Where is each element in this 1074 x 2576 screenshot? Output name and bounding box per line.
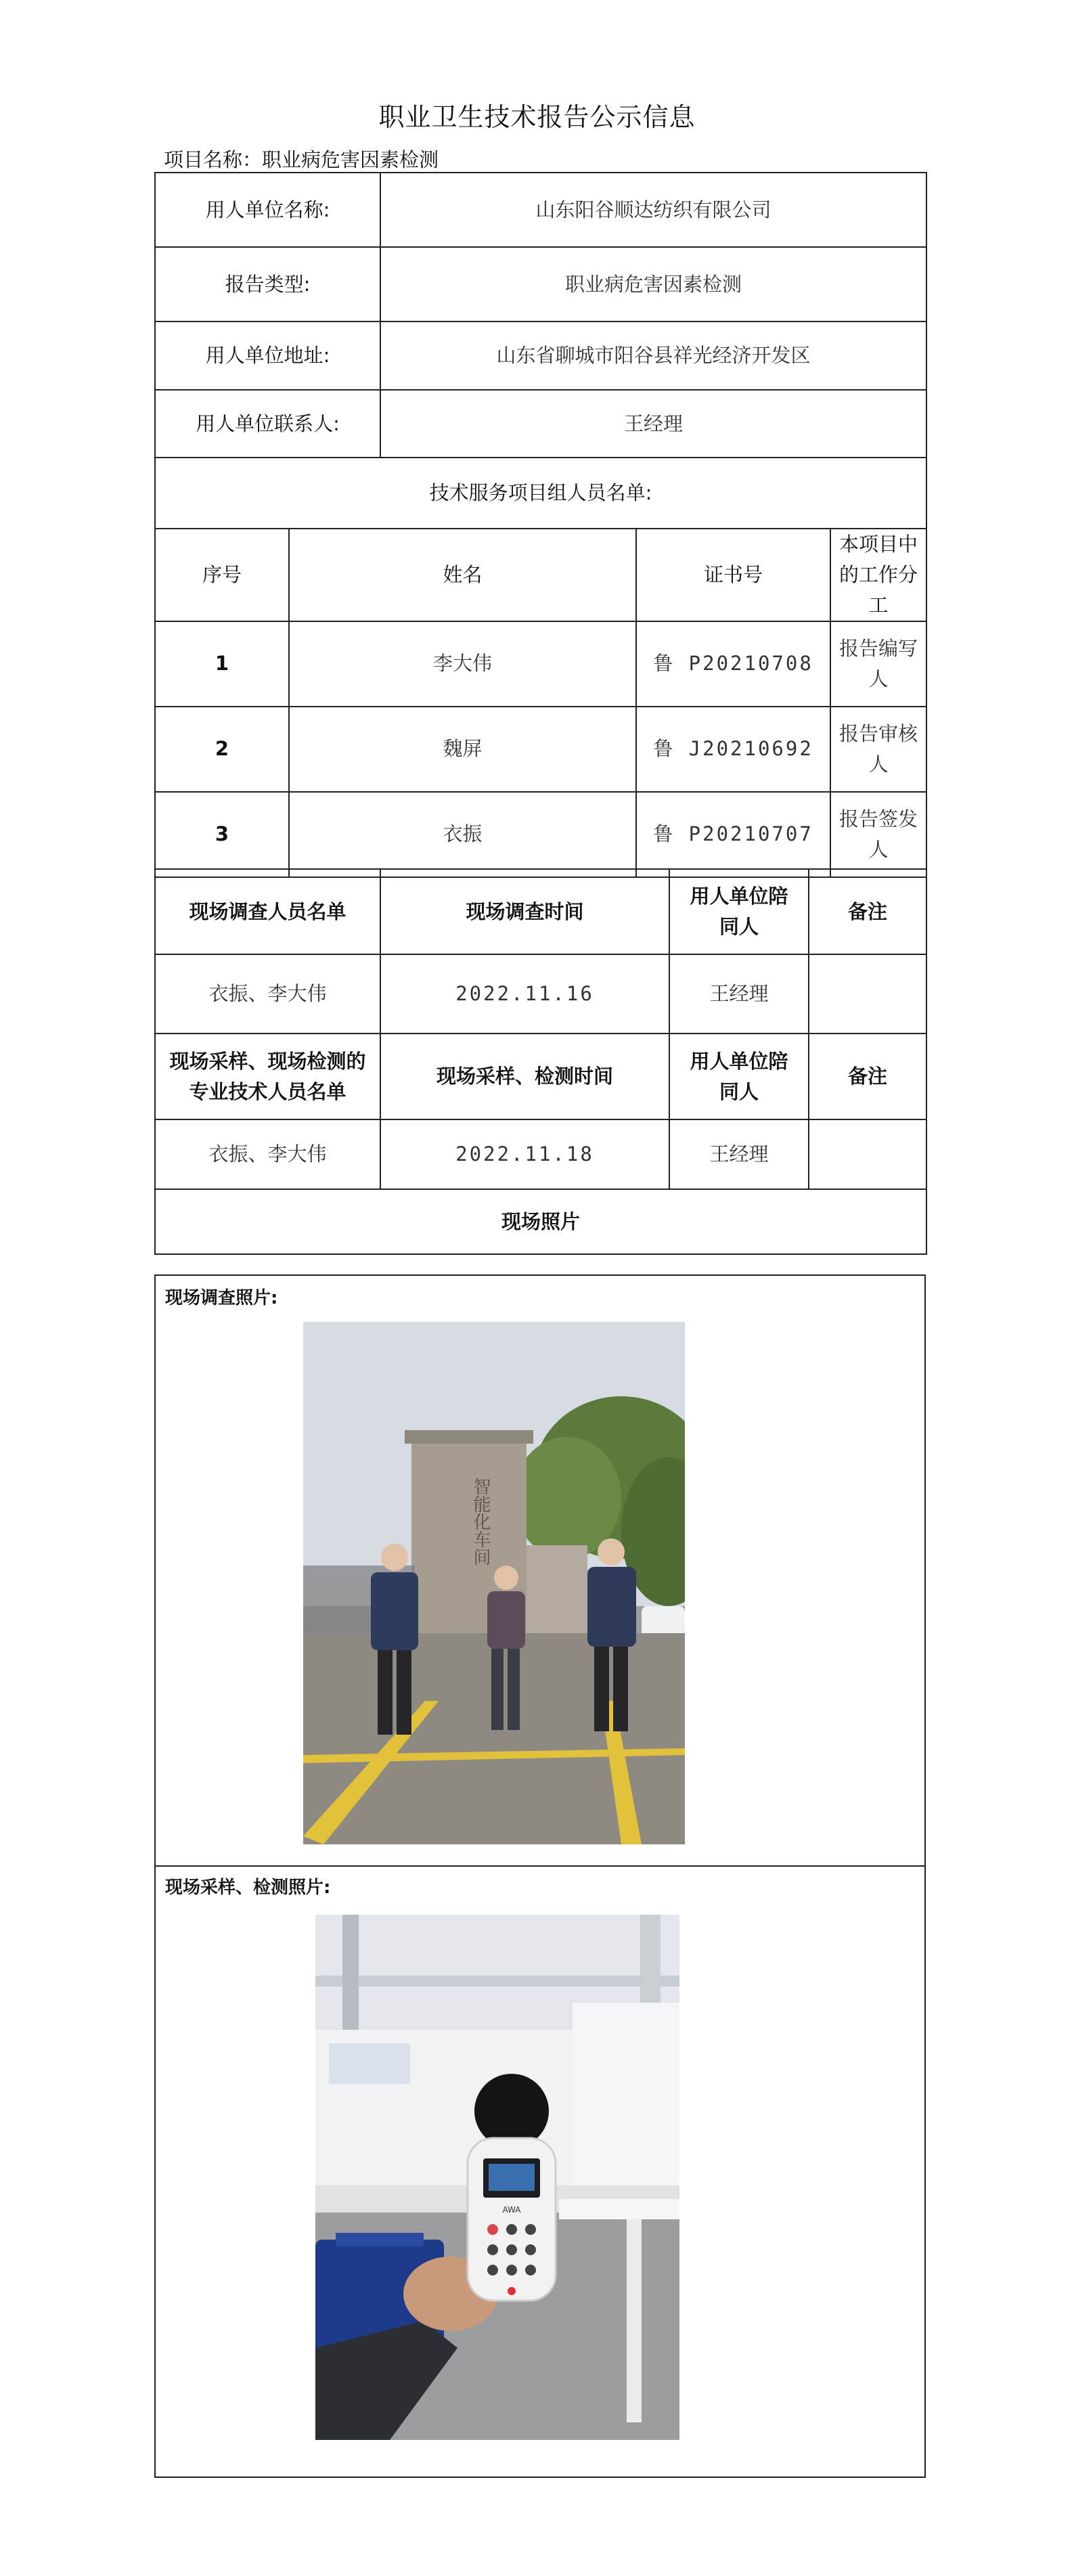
page-title: 职业卫生技术报告公示信息	[378, 102, 696, 132]
sampling-header-escort: 用人单位陪同人	[669, 1034, 809, 1119]
sound-level-meter	[468, 2074, 556, 2301]
photo-panel	[154, 1274, 926, 2478]
contact-label: 用人单位联系人:	[155, 390, 380, 458]
sampling-date: 2022.11.18	[380, 1119, 669, 1189]
survey-photo-illustration	[303, 1322, 685, 1844]
survey-header-date: 现场调查时间	[380, 869, 669, 954]
photos-section-title: 现场照片	[155, 1189, 926, 1254]
sampling-note	[809, 1119, 926, 1189]
report-type-label: 报告类型:	[155, 247, 380, 321]
table-row	[155, 954, 926, 1034]
survey-header-staff: 现场调查人员名单	[155, 869, 380, 954]
survey-table	[154, 868, 927, 1255]
address-label: 用人单位地址:	[155, 321, 380, 390]
photo-divider	[156, 1865, 924, 1867]
table-row	[155, 621, 926, 707]
team-row-name: 李大伟	[289, 621, 636, 707]
project-name: 项目名称：职业病危害因素检测	[164, 148, 439, 171]
team-row-cert: 鲁 P20210708	[636, 621, 830, 707]
team-row-name: 魏屏	[289, 707, 636, 792]
contact-value: 王经理	[380, 390, 926, 458]
address-value: 山东省聊城市阳谷县祥光经济开发区	[380, 321, 926, 390]
sampling-header-note: 备注	[809, 1034, 926, 1119]
table-row	[155, 707, 926, 792]
team-row-no: 1	[155, 621, 289, 707]
sampling-header-staff: 现场采样、现场检测的专业技术人员名单	[155, 1034, 380, 1119]
team-header-cert: 证书号	[636, 529, 830, 621]
survey-header-escort: 用人单位陪同人	[669, 869, 809, 954]
employer-name-value: 山东阳谷顺达纺织有限公司	[380, 173, 926, 247]
report-type-value: 职业病危害因素检测	[380, 247, 926, 321]
team-row-role: 报告审核人	[830, 707, 926, 792]
survey-date: 2022.11.16	[380, 954, 669, 1034]
sampling-photo	[315, 1915, 679, 2440]
team-row-no: 3	[155, 792, 289, 877]
gate-sign-text: 智能化车间	[470, 1478, 491, 1565]
table-row	[155, 792, 926, 877]
team-row-no: 2	[155, 707, 289, 792]
sampling-header-date: 现场采样、检测时间	[380, 1034, 669, 1119]
info-table	[154, 172, 927, 878]
team-header-role: 本项目中的工作分工	[830, 529, 926, 621]
survey-staff: 衣振、李大伟	[155, 954, 380, 1034]
employer-name-label: 用人单位名称:	[155, 173, 380, 247]
team-header-no: 序号	[155, 529, 289, 621]
team-header-name: 姓名	[289, 529, 636, 621]
table-row	[155, 1119, 926, 1189]
team-row-cert: 鲁 P20210707	[636, 792, 830, 877]
sampling-escort: 王经理	[669, 1119, 809, 1189]
team-row-cert: 鲁 J20210692	[636, 707, 830, 792]
survey-photo	[303, 1322, 685, 1844]
meter-brand: AWA	[502, 2205, 521, 2215]
team-row-role: 报告编写人	[830, 621, 926, 707]
team-row-name: 衣振	[289, 792, 636, 877]
survey-escort: 王经理	[669, 954, 809, 1034]
survey-photo-label: 现场调查照片:	[165, 1288, 278, 1308]
survey-header-note: 备注	[809, 869, 926, 954]
sampling-photo-illustration	[315, 1915, 679, 2440]
sampling-photo-label: 现场采样、检测照片:	[165, 1878, 331, 1898]
team-heading: 技术服务项目组人员名单:	[155, 458, 926, 529]
team-row-role: 报告签发人	[830, 792, 926, 877]
survey-note	[809, 954, 926, 1034]
sampling-staff: 衣振、李大伟	[155, 1119, 380, 1189]
